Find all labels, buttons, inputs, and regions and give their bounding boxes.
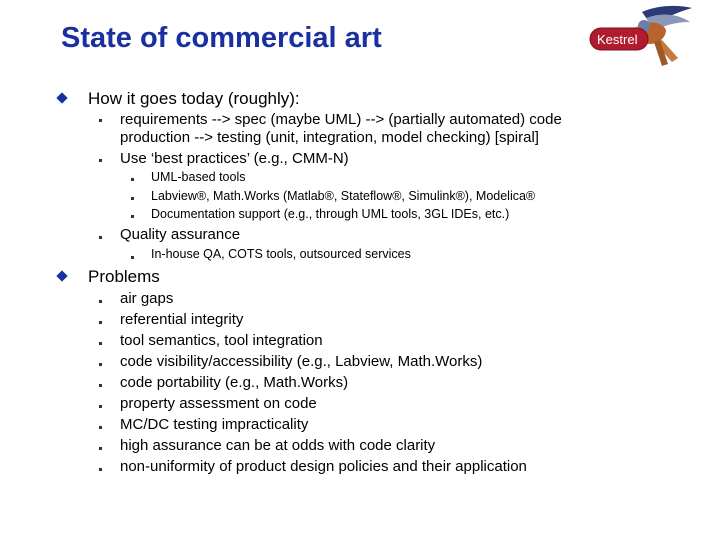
sub-list-item: UML-based tools — [151, 170, 246, 184]
bullet-dot-icon — [99, 384, 102, 387]
list-item: code portability (e.g., Math.Works) — [120, 374, 349, 391]
list-item: requirements --> spec (maybe UML) --> (partially automated) code production --> testing (unit, integration, model checking) [spiral] — [120, 111, 562, 146]
bullet-dot-icon — [99, 321, 102, 324]
list-item: air gaps — [120, 290, 174, 307]
sub-list-item: Labview®, Math.Works (Matlab®, Stateflow®, Simulink®), Modelica® — [151, 189, 536, 203]
bullet-dot-icon — [99, 426, 102, 429]
logo-text: Kestrel — [597, 32, 638, 47]
list-item: MC/DC testing impracticality — [120, 416, 309, 433]
list-item: referential integrity — [120, 311, 244, 328]
sub-list-item: Documentation support (e.g., through UML tools, 3GL IDEs, etc.) — [151, 207, 510, 221]
kestrel-logo — [580, 4, 695, 68]
bullet-dot-icon — [99, 159, 102, 162]
list-item: high assurance can be at odds with code clarity — [120, 437, 436, 454]
bullet-dot-icon — [99, 363, 102, 366]
list-item: code visibility/accessibility (e.g., Labview, Math.Works) — [120, 353, 483, 370]
list-item: tool semantics, tool integration — [120, 332, 323, 349]
bullet-dot-icon — [131, 178, 134, 181]
bullet-dot-icon — [99, 119, 102, 122]
bullet-dot-icon — [99, 468, 102, 471]
bullet-dot-icon — [99, 342, 102, 345]
bullet-dot-icon — [99, 405, 102, 408]
list-item: non-uniformity of product design policies and their application — [120, 458, 527, 475]
section-heading: How it goes today (roughly): — [88, 89, 300, 108]
sub-list-item: In-house QA, COTS tools, outsourced services — [151, 247, 411, 261]
bullet-dot-icon — [131, 197, 134, 200]
bullet-dot-icon — [99, 300, 102, 303]
bullet-dot-icon — [131, 215, 134, 218]
bullet-dot-icon — [131, 256, 134, 259]
section-heading: Problems — [88, 267, 160, 286]
diamond-bullet-icon — [56, 270, 67, 281]
bullet-dot-icon — [99, 236, 102, 239]
list-item: Use ‘best practices’ (e.g., CMM-N) — [120, 150, 349, 167]
slide-title: State of commercial art — [61, 22, 382, 54]
diamond-bullet-icon — [56, 92, 67, 103]
list-item: Quality assurance — [120, 226, 241, 243]
list-item: property assessment on code — [120, 395, 317, 412]
bullet-dot-icon — [99, 447, 102, 450]
